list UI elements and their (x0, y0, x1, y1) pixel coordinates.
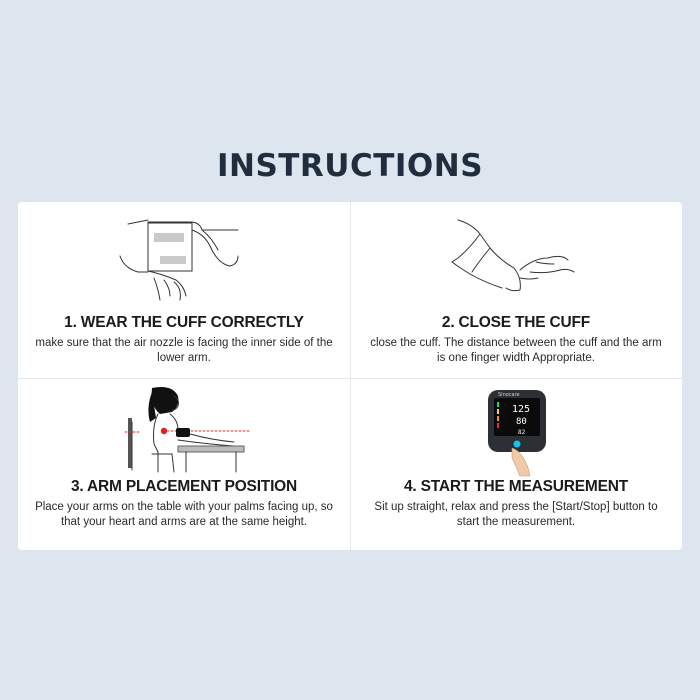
step-1-description: make sure that the air nozzle is facing the inner side of the lower arm. (35, 337, 333, 364)
seated-person-icon (122, 382, 252, 474)
instructions-card (18, 202, 682, 550)
step-2 (350, 202, 682, 376)
step-1 (18, 202, 350, 376)
cuff-closing-icon (450, 218, 580, 298)
start-stop-button-icon (514, 441, 521, 448)
monitor-systolic: 125 (512, 404, 531, 415)
step-2-description: close the cuff. The distance between the cuff and the arm is one finger width Appropriate. (370, 337, 662, 364)
blood-pressure-monitor-icon (484, 386, 556, 478)
cuff-wearing-icon (118, 216, 258, 302)
page-title: INSTRUCTIONS (216, 148, 484, 184)
monitor-brand: Sinocare (498, 392, 520, 398)
step-2-heading: 2. CLOSE THE CUFF (441, 314, 591, 331)
step-4-heading: 4. START THE MEASUREMENT (404, 478, 628, 495)
monitor-pulse: 82 (518, 429, 526, 436)
step-4-description: Sit up straight, relax and press the [Start/Stop] button to start the measurement. (374, 501, 658, 528)
step-4 (350, 378, 682, 552)
step-3-heading: 3. ARM PLACEMENT POSITION (70, 478, 298, 495)
step-3 (18, 378, 350, 552)
step-3-description: Place your arms on the table with your palms facing up, so that your heart and arms are at the same height. (35, 501, 333, 528)
monitor-diastolic: 80 (516, 417, 527, 427)
step-1-heading: 1. WEAR THE CUFF CORRECTLY (64, 314, 304, 331)
